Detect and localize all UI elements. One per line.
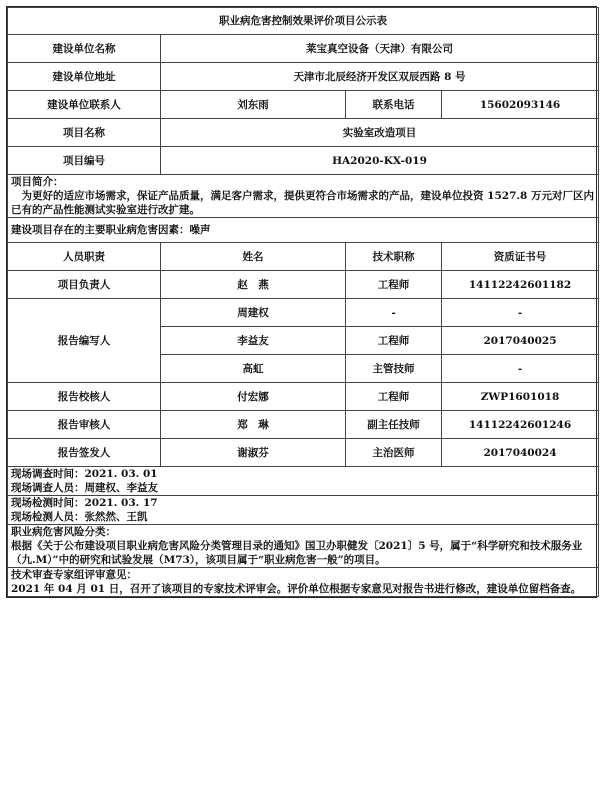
table-title: 职业病危害控制效果评价项目公示表 bbox=[8, 8, 599, 35]
table-row bbox=[8, 271, 599, 299]
header-name: 姓名 bbox=[161, 243, 346, 271]
writer-title: 工程师 bbox=[346, 327, 442, 355]
checker-title: 工程师 bbox=[346, 383, 442, 411]
writer-title: 主管技师 bbox=[346, 355, 442, 383]
writer-cert: 2017040025 bbox=[442, 327, 599, 355]
survey-time: 现场调查时间：2021. 03. 01 bbox=[11, 468, 158, 480]
signer-title: 主治医师 bbox=[346, 439, 442, 467]
project-no-value: HA2020-KX-019 bbox=[161, 147, 599, 175]
signer-cert: 2017040024 bbox=[442, 439, 599, 467]
writer-name: 李益友 bbox=[161, 327, 346, 355]
table-row bbox=[8, 383, 599, 411]
header-title: 技术职称 bbox=[346, 243, 442, 271]
expert-section bbox=[8, 568, 599, 597]
reviewer-title: 副主任技师 bbox=[346, 411, 442, 439]
checker-cert: ZWP1601018 bbox=[442, 383, 599, 411]
writers-role: 报告编写人 bbox=[8, 299, 161, 383]
checker-role: 报告校核人 bbox=[8, 383, 161, 411]
detect-section bbox=[8, 496, 599, 525]
writer-title: - bbox=[346, 299, 442, 327]
intro-text: 为更好的适应市场需求，保证产品质量，满足客户需求，提供更符合市场需求的产品，建设单位投资 1527.8 万元对厂区内已有的产品性能测试实验室进行改扩建。 bbox=[11, 190, 594, 216]
disclosure-table bbox=[7, 7, 599, 597]
contact-value: 刘东雨 bbox=[161, 91, 346, 119]
survey-section bbox=[8, 467, 599, 496]
expert-text: 2021 年 04 月 01 日，召开了该项目的专家技术评审会。评价单位根据专家意见对报告书进行修改，建设单位留档备查。 bbox=[11, 583, 582, 595]
risk-text: 根据《关于公布建设项目职业病危害风险分类管理目录的通知》国卫办职健发〔2021〕5 号，属于“科学研究和技术服务业（九.M）”中的研究和试验发展（M73），该项目属于“职业病危害一般”的项目。 bbox=[11, 540, 583, 566]
expert-heading: 技术审查专家组评审意见： bbox=[11, 569, 137, 581]
table-row bbox=[8, 411, 599, 439]
project-no-label: 项目编号 bbox=[8, 147, 161, 175]
writer-name: 周建权 bbox=[161, 299, 346, 327]
project-name-value: 实验室改造项目 bbox=[161, 119, 599, 147]
phone-label: 联系电话 bbox=[346, 91, 442, 119]
project-name-label: 项目名称 bbox=[8, 119, 161, 147]
writer-cert: - bbox=[442, 299, 599, 327]
detect-staff: 现场检测人员：张然然、王凯 bbox=[11, 511, 148, 523]
checker-name: 付宏娜 bbox=[161, 383, 346, 411]
leader-title: 工程师 bbox=[346, 271, 442, 299]
intro-heading: 项目简介： bbox=[11, 176, 64, 188]
signer-name: 谢淑芬 bbox=[161, 439, 346, 467]
reviewer-name: 郑 琳 bbox=[161, 411, 346, 439]
unit-name-value: 莱宝真空设备（天津）有限公司 bbox=[161, 35, 599, 63]
survey-staff: 现场调查人员：周建权、李益友 bbox=[11, 482, 158, 494]
hazard-factors: 建设项目存在的主要职业病危害因素：噪声 bbox=[8, 218, 599, 243]
unit-address-value: 天津市北辰经济开发区双辰西路 8 号 bbox=[161, 63, 599, 91]
contact-label: 建设单位联系人 bbox=[8, 91, 161, 119]
risk-heading: 职业病危害风险分类： bbox=[11, 526, 116, 538]
disclosure-table-frame bbox=[6, 6, 597, 598]
signer-role: 报告签发人 bbox=[8, 439, 161, 467]
leader-cert: 14112242601182 bbox=[442, 271, 599, 299]
writer-cert: - bbox=[442, 355, 599, 383]
intro-section bbox=[8, 175, 599, 218]
table-row bbox=[8, 299, 599, 327]
header-role: 人员职责 bbox=[8, 243, 161, 271]
risk-section bbox=[8, 525, 599, 568]
writer-name: 高虹 bbox=[161, 355, 346, 383]
reviewer-role: 报告审核人 bbox=[8, 411, 161, 439]
phone-value: 15602093146 bbox=[442, 91, 599, 119]
leader-name: 赵 燕 bbox=[161, 271, 346, 299]
table-row bbox=[8, 439, 599, 467]
reviewer-cert: 14112242601246 bbox=[442, 411, 599, 439]
unit-address-label: 建设单位地址 bbox=[8, 63, 161, 91]
leader-role: 项目负责人 bbox=[8, 271, 161, 299]
header-cert: 资质证书号 bbox=[442, 243, 599, 271]
detect-time: 现场检测时间：2021. 03. 17 bbox=[11, 497, 158, 509]
unit-name-label: 建设单位名称 bbox=[8, 35, 161, 63]
